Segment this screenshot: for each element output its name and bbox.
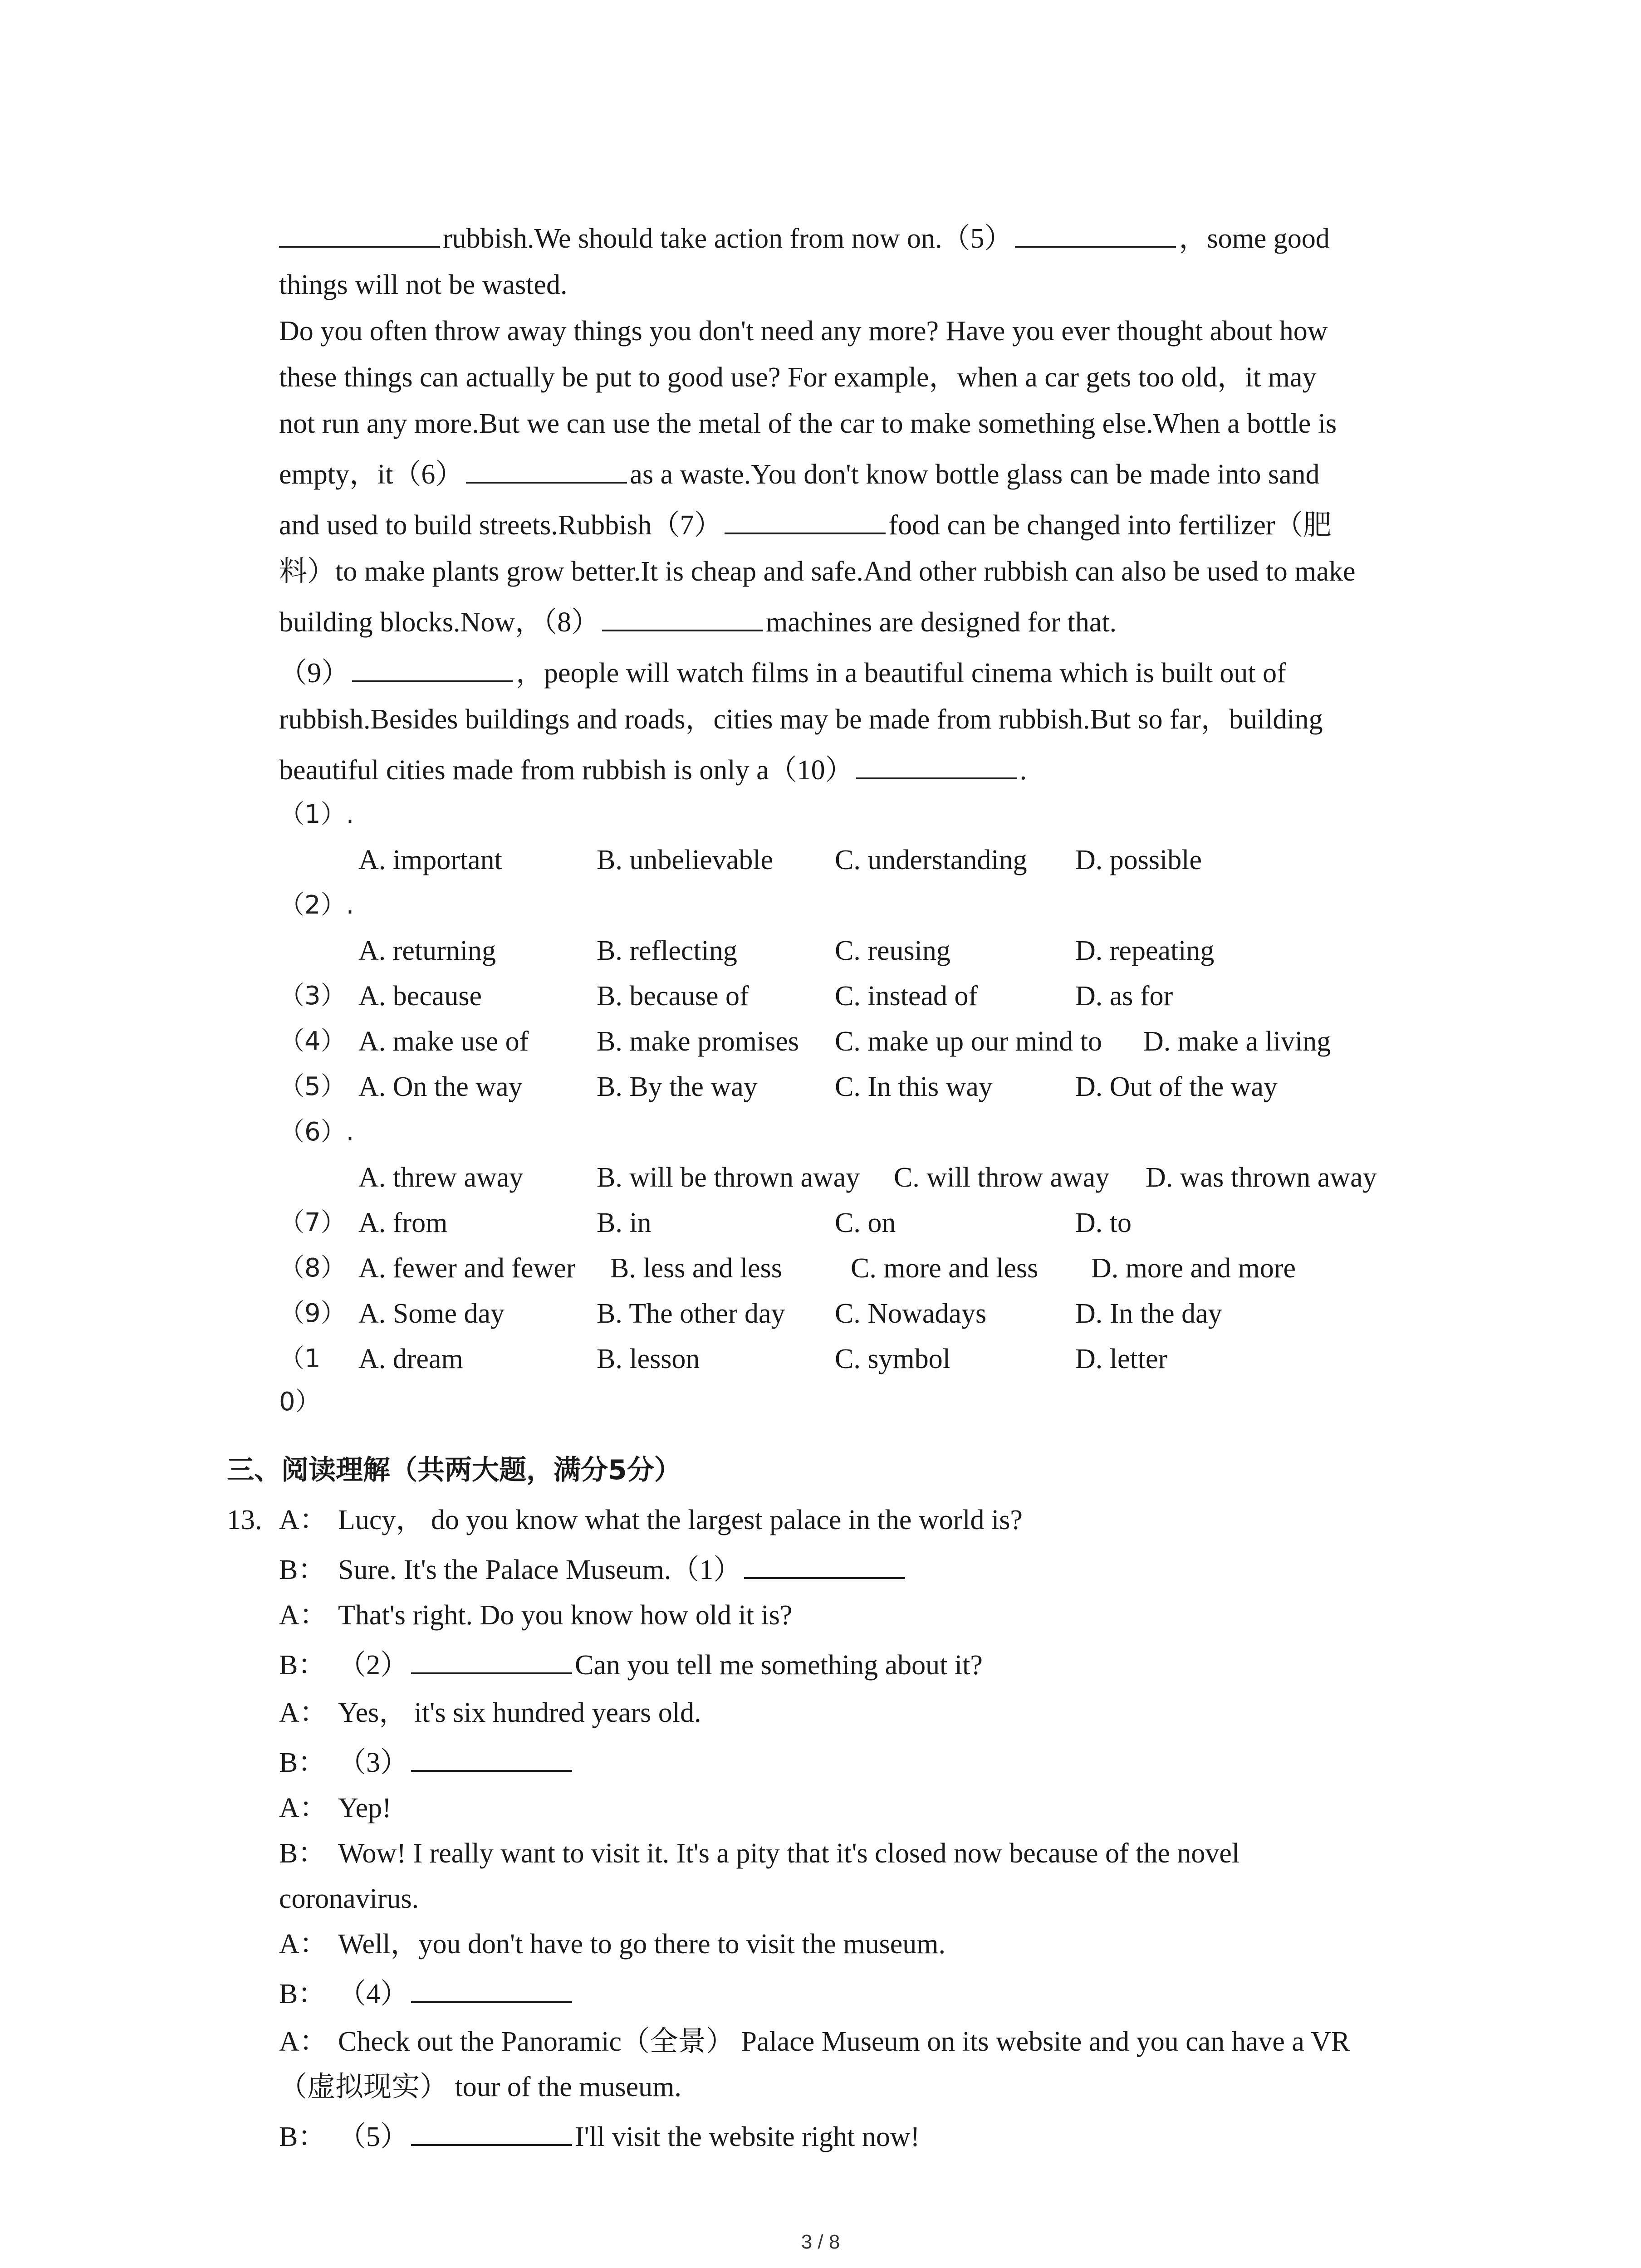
speaker: B：: [279, 1650, 326, 1681]
option-c[interactable]: C. more and less: [851, 1253, 1038, 1284]
dialogue-line: [279, 2064, 681, 2110]
dialogue-text: （2）: [338, 1650, 409, 1681]
dialogue-text: Sure. It's the Palace Museum.（1）: [338, 1554, 742, 1585]
dialogue-text: Can you tell me something about it?: [575, 1650, 983, 1681]
question-number: （5）: [279, 1072, 346, 1101]
option-a[interactable]: A. threw away: [358, 1162, 524, 1193]
question-number: （3）: [279, 981, 346, 1011]
speaker: B：: [279, 1747, 326, 1778]
page-number: 3 / 8: [801, 2231, 840, 2253]
option-d[interactable]: D. to: [1075, 1207, 1132, 1238]
dialogue-line: [279, 1876, 419, 1922]
passage-line: empty，it（6） as a waste.You don't know bottle glass can be made into sand: [279, 451, 1459, 498]
dialogue-text: （3）: [338, 1747, 409, 1778]
speaker: B：: [279, 2121, 326, 2152]
option-a[interactable]: A. fewer and fewer: [358, 1253, 576, 1284]
answer-blank[interactable]: [411, 1642, 572, 1674]
question-number: 13.: [227, 1505, 262, 1535]
dialogue-text: Yep!: [338, 1793, 392, 1823]
option-b[interactable]: B. lesson: [597, 1344, 700, 1374]
option-b[interactable]: B. because of: [597, 981, 749, 1012]
option-d[interactable]: D. possible: [1075, 845, 1202, 875]
dialogue-text: Wow! I really want to visit it. It's a pity that it's closed now because of the novel: [338, 1838, 1240, 1869]
option-b[interactable]: B. unbelievable: [597, 845, 774, 875]
answer-blank[interactable]: [279, 216, 440, 248]
dialogue-text: Lucy， do you know what the largest palace in the world is?: [338, 1505, 1023, 1535]
answer-blank[interactable]: [744, 1547, 905, 1579]
speaker: A：: [279, 1600, 328, 1631]
option-c[interactable]: C. instead of: [835, 981, 978, 1012]
question-number: （7）: [279, 1208, 346, 1237]
option-d[interactable]: D. make a living: [1143, 1026, 1331, 1057]
option-c[interactable]: C. will throw away: [894, 1162, 1110, 1193]
dialogue-text: That's right. Do you know how old it is?: [338, 1600, 793, 1631]
option-c[interactable]: C. In this way: [835, 1071, 993, 1102]
answer-blank[interactable]: [411, 2114, 572, 2146]
dialogue-text: Yes， it's six hundred years old.: [338, 1697, 701, 1728]
section-heading: 三、阅读理解（共两大题，满分5分）: [227, 1454, 681, 1486]
passage-line: building blocks.Now，（8） machines are designed for that.: [279, 599, 1459, 645]
option-c[interactable]: C. on: [835, 1207, 896, 1238]
speaker: B：: [279, 1979, 326, 2009]
passage-line: （9） ，people will watch films in a beautiful cinema which is built out of: [279, 650, 1459, 696]
option-c[interactable]: C. make up our mind to: [835, 1026, 1102, 1057]
option-a[interactable]: A. dream: [358, 1344, 463, 1374]
option-c[interactable]: C. symbol: [835, 1344, 950, 1374]
option-d[interactable]: D. repeating: [1075, 935, 1215, 966]
speaker: B：: [279, 1554, 326, 1585]
passage-line: things will not be wasted.: [279, 269, 568, 300]
dialogue-text: Well，you don't have to go there to visit the museum.: [338, 1929, 945, 1960]
option-a[interactable]: A. from: [358, 1207, 448, 1238]
answer-blank[interactable]: [466, 452, 627, 484]
question-number: （8）: [279, 1253, 346, 1283]
option-d[interactable]: D. as for: [1075, 981, 1173, 1012]
speaker: A：: [279, 1697, 328, 1728]
option-a[interactable]: A. because: [358, 981, 482, 1012]
cloze-passage: [279, 215, 1459, 793]
answer-blank[interactable]: [411, 1971, 572, 2003]
passage-line: Do you often throw away things you don't need any more? Have you ever thought about how: [279, 316, 1328, 347]
answer-blank[interactable]: [1015, 216, 1176, 248]
passage-line: beautiful cities made from rubbish is only a（10） .: [279, 747, 1459, 793]
dialogue-text: Check out the Panoramic（全景） Palace Museum on its website and you can have a VR: [338, 2026, 1350, 2057]
option-b[interactable]: B. The other day: [597, 1298, 785, 1329]
question-number: （1: [279, 1344, 321, 1374]
dialogue-text: coronavirus.: [279, 1883, 419, 1914]
speaker: B：: [279, 1838, 326, 1869]
dialogue-text: I'll visit the website right now!: [575, 2121, 920, 2152]
option-d[interactable]: D. was thrown away: [1146, 1162, 1377, 1193]
speaker: A：: [279, 2026, 328, 2057]
answer-blank[interactable]: [352, 650, 513, 682]
dialogue-text: （4）: [338, 1979, 409, 2009]
option-c[interactable]: C. Nowadays: [835, 1298, 987, 1329]
question-number: （1）.: [279, 800, 354, 829]
answer-blank[interactable]: [856, 748, 1017, 779]
passage-line: not run any more.But we can use the metal of the car to make something else.When a bottle is: [279, 408, 1337, 439]
question-number: （6）.: [279, 1117, 354, 1147]
speaker: A：: [279, 1793, 328, 1823]
option-b[interactable]: B. will be thrown away: [597, 1162, 860, 1193]
speaker: A：: [279, 1505, 328, 1535]
passage-line: 料）to make plants grow better.It is cheap and safe.And other rubbish can also be used to make: [279, 556, 1356, 587]
option-d[interactable]: D. letter: [1075, 1344, 1168, 1374]
question-number: （4）: [279, 1026, 346, 1056]
option-b[interactable]: B. make promises: [597, 1026, 799, 1057]
option-a[interactable]: A. On the way: [358, 1071, 523, 1102]
option-b[interactable]: B. in: [597, 1207, 652, 1238]
option-b[interactable]: B. reflecting: [597, 935, 737, 966]
option-b[interactable]: B. By the way: [597, 1071, 758, 1102]
question-number: （9）: [279, 1299, 346, 1328]
option-c[interactable]: C. reusing: [835, 935, 950, 966]
option-d[interactable]: D. In the day: [1075, 1298, 1222, 1329]
question-number-cont: 0）: [279, 1387, 321, 1417]
speaker: A：: [279, 1929, 328, 1960]
option-d[interactable]: D. Out of the way: [1075, 1071, 1278, 1102]
passage-line: rubbish.Besides buildings and roads，cities may be made from rubbish.But so far，building: [279, 704, 1323, 735]
answer-blank[interactable]: [411, 1740, 572, 1772]
answer-blank[interactable]: [602, 600, 763, 631]
dialogue-text: （虚拟现实） tour of the museum.: [279, 2072, 681, 2102]
option-c[interactable]: C. understanding: [835, 845, 1027, 875]
option-a[interactable]: A. Some day: [358, 1298, 505, 1329]
dialogue-text: （5）: [338, 2121, 409, 2152]
option-a[interactable]: A. returning: [358, 935, 496, 966]
option-a[interactable]: A. make use of: [358, 1026, 529, 1057]
option-a[interactable]: A. important: [358, 845, 502, 875]
passage-line: and used to build streets.Rubbish（7） food can be changed into fertilizer（肥: [279, 502, 1459, 548]
option-b[interactable]: B. less and less: [610, 1253, 782, 1284]
passage-line: rubbish.We should take action from now on.（5） ，some good: [279, 215, 1459, 262]
question-number: （2）.: [279, 890, 354, 920]
answer-blank[interactable]: [725, 503, 886, 534]
option-d[interactable]: D. more and more: [1091, 1253, 1296, 1284]
passage-line: these things can actually be put to good use? For example，when a car gets too old，it may: [279, 362, 1317, 393]
